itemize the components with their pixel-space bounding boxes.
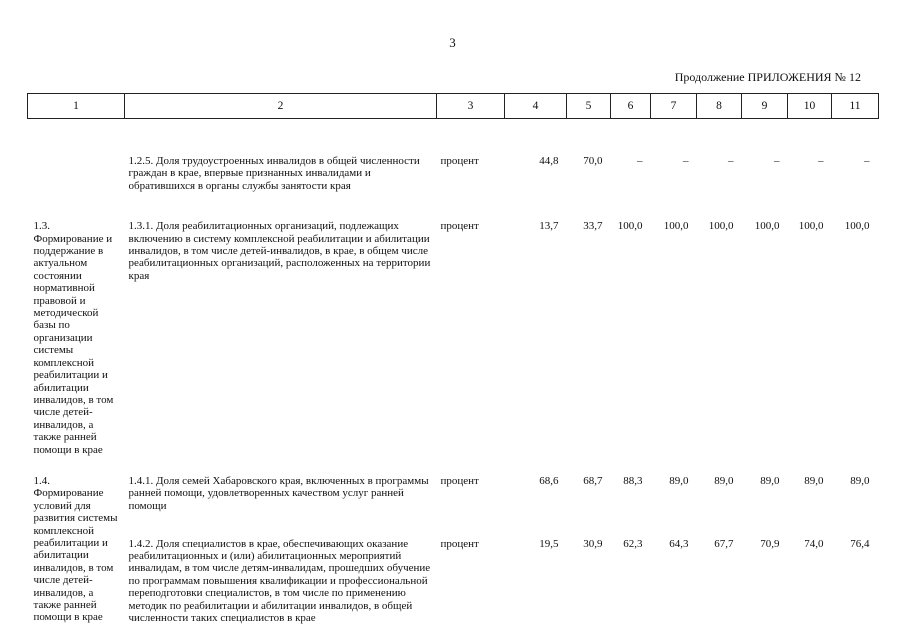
value-cell: – bbox=[637, 155, 643, 167]
unit-cell: процент bbox=[440, 155, 479, 167]
table-row bbox=[28, 538, 879, 640]
value-cell: 89,0 bbox=[804, 474, 824, 487]
goal-cell: 1.3. Формирование и поддержание в актуальном состоянии нормативной правовой и методической базы по организации системы комплексной реабилитации и абилитации инвалидов, в том числе детей-инвалидов, а также ранней помощи в крае bbox=[33, 220, 114, 456]
value-cell: 100,0 bbox=[754, 220, 780, 233]
indicator-cell: 1.4.1. Доля семей Хабаровского края, включенных в программы ранней помощи, удовлетворенных качеством услуг ранней помощи bbox=[128, 474, 429, 512]
column-header: 7 bbox=[651, 94, 697, 119]
value-cell: 68,6 bbox=[539, 474, 559, 487]
column-header: 5 bbox=[567, 94, 611, 119]
value-cell: 74,0 bbox=[804, 537, 824, 550]
value-cell: – bbox=[818, 155, 824, 167]
column-header: 2 bbox=[125, 94, 437, 119]
appendix-continuation-label: Продолжение ПРИЛОЖЕНИЯ № 12 bbox=[674, 70, 861, 84]
goal-cell: 1.4. Формирование условий для развития системы комплексной реабилитации и абилитации инвалидов, в том числе детей-инвалидов, а также ранней помощи в крае bbox=[33, 474, 118, 624]
value-cell: 100,0 bbox=[617, 220, 643, 233]
column-header: 4 bbox=[505, 94, 567, 119]
value-cell: 64,3 bbox=[669, 537, 689, 550]
value-cell: 13,7 bbox=[539, 220, 559, 233]
column-header: 8 bbox=[697, 94, 742, 119]
value-cell: – bbox=[728, 155, 734, 167]
unit-cell: процент bbox=[440, 474, 479, 487]
value-cell: 70,0 bbox=[583, 155, 603, 167]
value-cell: 70,9 bbox=[760, 537, 780, 550]
page-number: 3 bbox=[449, 35, 456, 50]
column-header: 6 bbox=[611, 94, 651, 119]
value-cell: 89,0 bbox=[760, 474, 780, 487]
value-cell: 100,0 bbox=[798, 220, 824, 233]
goal-cell bbox=[28, 119, 125, 221]
indicators-table bbox=[27, 93, 879, 640]
value-cell: – bbox=[774, 155, 780, 167]
table-row bbox=[28, 220, 879, 475]
indicator-cell: 1.2.5. Доля трудоустроенных инвалидов в общей численности граждан в крае, впервые признанных инвалидами и обратившихся в органы службы занятости края bbox=[128, 155, 420, 192]
value-cell: 100,0 bbox=[708, 220, 734, 233]
value-cell: 100,0 bbox=[844, 220, 870, 233]
value-cell: – bbox=[683, 155, 689, 167]
column-header: 1 bbox=[28, 94, 125, 119]
value-cell: 68,7 bbox=[583, 474, 603, 487]
column-number-header-row bbox=[28, 94, 879, 119]
value-cell: 89,0 bbox=[714, 474, 734, 487]
column-header: 10 bbox=[788, 94, 832, 119]
table-row bbox=[28, 119, 879, 221]
value-cell: 62,3 bbox=[623, 537, 643, 550]
unit-cell: процент bbox=[440, 220, 479, 233]
value-cell: 100,0 bbox=[663, 220, 689, 233]
value-cell: 89,0 bbox=[850, 474, 870, 487]
column-header: 11 bbox=[832, 94, 879, 119]
value-cell: 76,4 bbox=[850, 537, 870, 550]
value-cell: 67,7 bbox=[714, 537, 734, 550]
value-cell: – bbox=[864, 155, 870, 167]
table-row bbox=[28, 475, 879, 538]
value-cell: 19,5 bbox=[539, 537, 559, 550]
value-cell: 88,3 bbox=[623, 474, 643, 487]
indicator-cell: 1.3.1. Доля реабилитационных организаций, подлежащих включению в систему комплексной реабилитации и абилитации инвалидов, в том числе детей-инвалидов, в крае, в общем числе реабилитационных организаций, расположенных на территории края bbox=[128, 220, 431, 282]
unit-cell: процент bbox=[440, 537, 479, 550]
value-cell: 44,8 bbox=[539, 155, 559, 167]
value-cell: 30,9 bbox=[583, 537, 603, 550]
value-cell: 33,7 bbox=[583, 220, 603, 233]
column-header: 3 bbox=[437, 94, 505, 119]
value-cell: 89,0 bbox=[669, 474, 689, 487]
indicator-cell: 1.4.2. Доля специалистов в крае, обеспечивающих оказание реабилитационных и (или) абилитационных мероприятий инвалидам, в том числе детям-инвалидам, прошедших обучение по программам повышения квалификации и профессиональной переподготовки специалистов, в том числе по применению методик по реабилитации и абилитации инвалидов, в общей численности таких специалистов в крае bbox=[128, 537, 431, 625]
column-header: 9 bbox=[742, 94, 788, 119]
